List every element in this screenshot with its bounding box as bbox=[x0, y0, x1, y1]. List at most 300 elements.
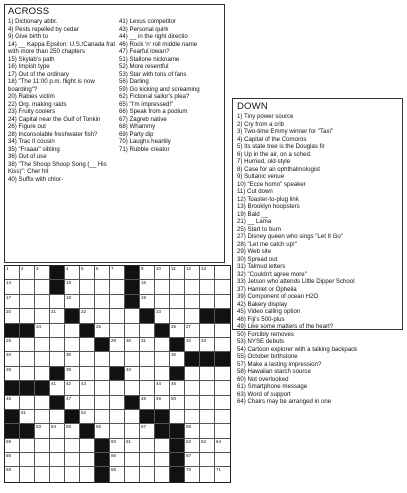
grid-cell[interactable] bbox=[200, 467, 215, 481]
clue-item: 23) Fruity coolers bbox=[8, 108, 56, 115]
grid-cell[interactable] bbox=[155, 352, 170, 366]
black-square bbox=[65, 410, 80, 424]
clue-item: 25) Start to burn bbox=[237, 225, 282, 233]
clue-item: 55) October birthstone bbox=[237, 353, 298, 360]
grid-cell[interactable] bbox=[65, 295, 80, 309]
clue-item: 58) Hawaiian starch source bbox=[237, 368, 311, 375]
grid-cell[interactable] bbox=[5, 467, 20, 481]
clue-item: 53) Star with tons of fans bbox=[119, 70, 187, 78]
grid-cell[interactable] bbox=[65, 396, 80, 410]
black-square bbox=[50, 396, 65, 410]
grid-cell[interactable] bbox=[20, 396, 35, 410]
down-heading: DOWN bbox=[237, 101, 268, 112]
down-clues-panel bbox=[232, 98, 403, 405]
grid-cell[interactable] bbox=[215, 381, 230, 395]
grid-cell[interactable] bbox=[35, 266, 50, 280]
grid-cell[interactable] bbox=[5, 396, 20, 410]
grid-cell[interactable] bbox=[65, 424, 80, 438]
grid-cell[interactable] bbox=[35, 439, 50, 453]
black-square bbox=[5, 381, 20, 395]
clue-number: 47 bbox=[66, 395, 72, 401]
clue-number: 50 bbox=[171, 395, 177, 401]
clue-number: 43 bbox=[81, 381, 87, 387]
grid-cell[interactable] bbox=[185, 410, 200, 424]
grid-cell[interactable] bbox=[50, 338, 65, 352]
grid-cell[interactable] bbox=[35, 324, 50, 338]
across-heading: ACROSS bbox=[8, 6, 50, 17]
clue-item: 41) Lexus competitor bbox=[119, 18, 176, 25]
grid-cell[interactable] bbox=[20, 266, 35, 280]
grid-cell[interactable] bbox=[215, 410, 230, 424]
clue-number: 16 bbox=[141, 280, 147, 286]
grid-cell[interactable] bbox=[215, 467, 230, 481]
black-square bbox=[140, 309, 155, 323]
grid-cell[interactable] bbox=[80, 367, 95, 381]
grid-cell[interactable] bbox=[185, 367, 200, 381]
grid-cell[interactable] bbox=[125, 367, 140, 381]
clue-item: 42) Bakery display bbox=[237, 300, 288, 308]
grid-cell[interactable] bbox=[80, 396, 95, 410]
grid-cell[interactable] bbox=[140, 453, 155, 467]
grid-cell[interactable] bbox=[95, 367, 110, 381]
grid-cell[interactable] bbox=[80, 381, 95, 395]
grid-cell[interactable] bbox=[140, 439, 155, 453]
grid-cell[interactable] bbox=[200, 295, 215, 309]
clue-item: 1) Tiny power source bbox=[237, 113, 294, 120]
grid-cell[interactable] bbox=[20, 410, 35, 424]
clue-item: 4) Capital of the Comoros bbox=[237, 135, 307, 143]
grid-cell[interactable] bbox=[20, 280, 35, 294]
grid-cell[interactable] bbox=[155, 467, 170, 481]
grid-cell[interactable] bbox=[5, 280, 20, 294]
grid-cell[interactable] bbox=[35, 338, 50, 352]
clue-item: 57) Make a lasting impression? bbox=[237, 360, 322, 368]
clue-number: 31 bbox=[141, 337, 147, 343]
grid-cell[interactable] bbox=[185, 280, 200, 294]
grid-cell[interactable] bbox=[140, 295, 155, 309]
black-square bbox=[185, 352, 200, 366]
black-square bbox=[5, 410, 20, 424]
black-square bbox=[215, 309, 230, 323]
grid-cell[interactable] bbox=[65, 381, 80, 395]
clue-number: 52 bbox=[81, 409, 87, 415]
clue-item: 34) Trac II cousin bbox=[8, 138, 55, 145]
grid-cell[interactable] bbox=[185, 467, 200, 481]
clue-number: 49 bbox=[156, 395, 162, 401]
grid-cell[interactable] bbox=[200, 453, 215, 467]
grid-cell[interactable] bbox=[155, 280, 170, 294]
grid-cell[interactable] bbox=[65, 324, 80, 338]
black-square bbox=[170, 338, 185, 352]
clue-number: 26 bbox=[171, 323, 177, 329]
grid-cell[interactable] bbox=[110, 424, 125, 438]
grid-cell[interactable] bbox=[125, 381, 140, 395]
grid-cell[interactable] bbox=[65, 439, 80, 453]
grid-cell[interactable] bbox=[80, 439, 95, 453]
grid-cell[interactable] bbox=[80, 309, 95, 323]
grid-cell[interactable] bbox=[155, 367, 170, 381]
clue-number: 7 bbox=[111, 266, 114, 271]
grid-cell[interactable] bbox=[20, 295, 35, 309]
clue-item: 68) Whammy bbox=[119, 123, 156, 130]
grid-cell[interactable] bbox=[110, 309, 125, 323]
clue-number: 61 bbox=[126, 438, 132, 444]
grid-cell[interactable] bbox=[110, 295, 125, 309]
grid-cell[interactable] bbox=[125, 453, 140, 467]
clue-item: 52) More resentful bbox=[119, 63, 169, 70]
grid-cell[interactable] bbox=[5, 338, 20, 352]
grid-cell[interactable] bbox=[170, 396, 185, 410]
grid-cell[interactable] bbox=[110, 280, 125, 294]
black-square bbox=[170, 453, 185, 467]
grid-cell[interactable] bbox=[140, 424, 155, 438]
clue-item: 60) Not overlooked bbox=[237, 375, 289, 383]
grid-cell[interactable] bbox=[5, 309, 20, 323]
clue-item: 51) Stallone nickname bbox=[119, 55, 180, 63]
grid-cell[interactable] bbox=[20, 439, 35, 453]
grid-cell[interactable] bbox=[50, 439, 65, 453]
grid-cell[interactable] bbox=[35, 424, 50, 438]
grid-cell[interactable] bbox=[110, 381, 125, 395]
black-square bbox=[155, 410, 170, 424]
grid-cell[interactable] bbox=[200, 410, 215, 424]
grid-cell[interactable] bbox=[95, 424, 110, 438]
clue-item: 59) Go kicking and screaming bbox=[119, 85, 200, 93]
grid-cell[interactable] bbox=[95, 352, 110, 366]
clue-item: 26) Figure out bbox=[8, 123, 46, 130]
grid-cell[interactable] bbox=[95, 280, 110, 294]
grid-cell[interactable] bbox=[65, 338, 80, 352]
black-square bbox=[155, 424, 170, 438]
grid-cell[interactable] bbox=[200, 324, 215, 338]
black-square bbox=[65, 309, 80, 323]
clue-item: 20) Rabies victim bbox=[8, 93, 55, 100]
grid-cell[interactable] bbox=[50, 453, 65, 467]
grid-cell[interactable] bbox=[50, 424, 65, 438]
grid-cell[interactable] bbox=[5, 367, 20, 381]
clue-number: 64 bbox=[216, 438, 222, 444]
grid-cell[interactable] bbox=[20, 367, 35, 381]
clue-item: 48) Fiji's 500-plus bbox=[237, 315, 285, 323]
clue-item: 24) Capital near the Gulf of Tonkin bbox=[8, 115, 101, 123]
clue-item: 64) Chairs may be arranged in one bbox=[237, 398, 332, 405]
grid-cell[interactable] bbox=[125, 309, 140, 323]
clue-number: 44 bbox=[156, 381, 162, 387]
clue-number: 62 bbox=[186, 438, 192, 444]
black-square bbox=[200, 309, 215, 323]
across-clues-panel bbox=[4, 4, 225, 263]
grid-cell[interactable] bbox=[110, 338, 125, 352]
clue-item: 31) Talmud letters bbox=[237, 263, 286, 270]
grid-cell[interactable] bbox=[50, 410, 65, 424]
grid-cell[interactable] bbox=[80, 280, 95, 294]
grid-cell[interactable] bbox=[50, 295, 65, 309]
grid-cell[interactable] bbox=[155, 439, 170, 453]
clue-item: 8) Case for an ophthalmologist bbox=[237, 165, 320, 173]
black-square bbox=[125, 396, 140, 410]
grid-cell[interactable] bbox=[200, 280, 215, 294]
grid-cell[interactable] bbox=[155, 396, 170, 410]
clue-item: 43) Personal quirk bbox=[119, 25, 169, 33]
grid-cell[interactable] bbox=[35, 295, 50, 309]
grid-cell[interactable] bbox=[185, 309, 200, 323]
grid-cell[interactable] bbox=[125, 338, 140, 352]
down-clue-list bbox=[237, 113, 400, 406]
black-square bbox=[95, 453, 110, 467]
black-square bbox=[155, 324, 170, 338]
grid-cell[interactable] bbox=[215, 280, 230, 294]
clue-number: 34 bbox=[6, 352, 12, 358]
across-clue-column-1 bbox=[8, 18, 116, 183]
grid-cell[interactable] bbox=[95, 324, 110, 338]
grid-cell[interactable] bbox=[20, 352, 35, 366]
clue-item: 67) Zagreb native bbox=[119, 115, 167, 123]
grid-cell[interactable] bbox=[125, 352, 140, 366]
grid-cell[interactable] bbox=[20, 309, 35, 323]
clue-number: 35 bbox=[66, 352, 72, 358]
grid-cell[interactable] bbox=[140, 467, 155, 481]
grid-cell[interactable] bbox=[170, 309, 185, 323]
grid-cell[interactable] bbox=[215, 396, 230, 410]
grid-cell[interactable] bbox=[50, 324, 65, 338]
grid-cell[interactable] bbox=[80, 266, 95, 280]
grid-cell[interactable] bbox=[35, 467, 50, 481]
black-square bbox=[20, 324, 35, 338]
clue-number: 41 bbox=[51, 381, 57, 387]
clue-number: 66 bbox=[111, 453, 117, 459]
clue-item: 44) __ in the right directio bbox=[119, 33, 188, 40]
grid-cell[interactable] bbox=[80, 338, 95, 352]
black-square bbox=[20, 424, 35, 438]
grid-cell[interactable] bbox=[35, 352, 50, 366]
grid-cell[interactable] bbox=[5, 453, 20, 467]
grid-cell[interactable] bbox=[50, 309, 65, 323]
clue-item: 4) Pests repelled by cedar bbox=[8, 25, 79, 33]
grid-cell[interactable] bbox=[215, 295, 230, 309]
clue-number: 36 bbox=[171, 352, 177, 358]
grid-cell[interactable] bbox=[50, 467, 65, 481]
clue-item: 9) Sultanic venue bbox=[237, 173, 285, 180]
clue-number: 33 bbox=[201, 337, 207, 343]
grid-cell[interactable] bbox=[140, 352, 155, 366]
clue-item: 19) Bald __ bbox=[237, 210, 269, 218]
grid-cell[interactable] bbox=[125, 324, 140, 338]
grid-cell[interactable] bbox=[140, 280, 155, 294]
grid-cell[interactable] bbox=[125, 424, 140, 438]
clue-number: 17 bbox=[6, 294, 12, 300]
grid-cell[interactable] bbox=[95, 410, 110, 424]
grid-cell[interactable] bbox=[215, 453, 230, 467]
grid-cell[interactable] bbox=[5, 439, 20, 453]
grid-cell[interactable] bbox=[35, 453, 50, 467]
grid-cell[interactable] bbox=[110, 266, 125, 280]
grid-cell[interactable] bbox=[95, 266, 110, 280]
grid-cell[interactable] bbox=[185, 439, 200, 453]
grid-cell[interactable] bbox=[155, 309, 170, 323]
grid-cell[interactable] bbox=[65, 467, 80, 481]
grid-cell[interactable] bbox=[65, 453, 80, 467]
grid-cell[interactable] bbox=[80, 352, 95, 366]
grid-cell[interactable] bbox=[35, 410, 50, 424]
grid-cell[interactable] bbox=[215, 338, 230, 352]
grid-cell[interactable] bbox=[110, 396, 125, 410]
clue-item: 36) Out of use bbox=[8, 153, 47, 160]
grid-cell[interactable] bbox=[80, 467, 95, 481]
grid-cell[interactable] bbox=[200, 424, 215, 438]
black-square bbox=[110, 367, 125, 381]
grid-cell[interactable] bbox=[200, 381, 215, 395]
grid-cell[interactable] bbox=[95, 381, 110, 395]
clue-number: 63 bbox=[201, 438, 207, 444]
grid-cell[interactable] bbox=[110, 467, 125, 481]
clue-number: 5 bbox=[81, 266, 84, 271]
clue-number: 13 bbox=[201, 266, 207, 271]
grid-cell[interactable] bbox=[170, 324, 185, 338]
grid-cell[interactable] bbox=[80, 453, 95, 467]
grid-cell[interactable] bbox=[155, 381, 170, 395]
grid-cell[interactable] bbox=[185, 453, 200, 467]
grid-cell[interactable] bbox=[5, 295, 20, 309]
clue-item: 37) Hamlet or Ophelia bbox=[237, 285, 297, 293]
grid-cell[interactable] bbox=[170, 295, 185, 309]
grid-cell[interactable] bbox=[155, 453, 170, 467]
grid-cell[interactable] bbox=[35, 280, 50, 294]
grid-cell[interactable] bbox=[170, 410, 185, 424]
grid-cell[interactable] bbox=[170, 266, 185, 280]
grid-cell[interactable] bbox=[20, 453, 35, 467]
grid-cell[interactable] bbox=[80, 410, 95, 424]
across-clue-column-2 bbox=[119, 18, 223, 153]
clue-number: 29 bbox=[111, 337, 117, 343]
grid-cell[interactable] bbox=[50, 381, 65, 395]
clue-item: 3) Two-time Emmy winner for "Taxi" bbox=[237, 128, 333, 135]
grid-cell[interactable] bbox=[35, 396, 50, 410]
clue-number: 60 bbox=[111, 438, 117, 444]
grid-cell[interactable] bbox=[65, 352, 80, 366]
grid-cell[interactable] bbox=[110, 324, 125, 338]
clue-item: 45) Video calling option bbox=[237, 308, 301, 315]
grid-cell[interactable] bbox=[185, 266, 200, 280]
clue-item: 28) Inconsolable freshwater fish? bbox=[8, 130, 98, 138]
clue-number: 12 bbox=[186, 266, 192, 271]
black-square bbox=[95, 338, 110, 352]
grid-cell[interactable] bbox=[125, 439, 140, 453]
grid-cell[interactable] bbox=[5, 266, 20, 280]
clue-number: 10 bbox=[156, 266, 162, 271]
grid-cell[interactable] bbox=[95, 396, 110, 410]
clue-number: 1 bbox=[6, 266, 9, 271]
grid-cell[interactable] bbox=[50, 352, 65, 366]
grid-cell[interactable] bbox=[20, 338, 35, 352]
grid-cell[interactable] bbox=[215, 367, 230, 381]
clue-number: 39 bbox=[66, 366, 72, 372]
grid-cell[interactable] bbox=[185, 381, 200, 395]
grid-cell[interactable] bbox=[110, 352, 125, 366]
grid-cell[interactable] bbox=[65, 266, 80, 280]
grid-cell[interactable] bbox=[215, 424, 230, 438]
grid-cell[interactable] bbox=[185, 324, 200, 338]
grid-cell[interactable] bbox=[140, 324, 155, 338]
black-square bbox=[80, 424, 95, 438]
clue-item: 71) Rubble creator bbox=[119, 145, 170, 153]
clue-item: 66) Speak from a podium bbox=[119, 108, 188, 115]
grid-cell[interactable] bbox=[215, 266, 230, 280]
clue-number: 21 bbox=[51, 309, 57, 315]
grid-cell[interactable] bbox=[80, 295, 95, 309]
grid-cell[interactable] bbox=[200, 338, 215, 352]
grid-cell[interactable] bbox=[140, 396, 155, 410]
grid-cell[interactable] bbox=[125, 410, 140, 424]
grid-cell[interactable] bbox=[155, 338, 170, 352]
black-square bbox=[170, 439, 185, 453]
grid-cell[interactable] bbox=[170, 280, 185, 294]
grid-cell[interactable] bbox=[95, 295, 110, 309]
grid-cell[interactable] bbox=[140, 266, 155, 280]
grid-cell[interactable] bbox=[200, 439, 215, 453]
clue-item: 30) Spread out bbox=[237, 255, 278, 263]
clue-item: 17) Out of the ordinary bbox=[8, 70, 69, 78]
black-square bbox=[170, 367, 185, 381]
grid-cell[interactable] bbox=[5, 352, 20, 366]
grid-cell[interactable] bbox=[215, 324, 230, 338]
grid-cell[interactable] bbox=[125, 467, 140, 481]
clue-number: 40 bbox=[126, 366, 132, 372]
clue-item: 11) Cut down bbox=[237, 188, 273, 195]
grid-cell[interactable] bbox=[155, 295, 170, 309]
clue-item: 2) Cry from a crib bbox=[237, 120, 285, 128]
grid-cell[interactable] bbox=[65, 280, 80, 294]
clue-number: 22 bbox=[81, 309, 87, 315]
grid-cell[interactable] bbox=[110, 410, 125, 424]
clue-number: 11 bbox=[171, 266, 176, 271]
clue-item: 18) "The 11:00 p.m. flight is now boarding"? bbox=[8, 78, 95, 93]
grid-cell[interactable] bbox=[110, 439, 125, 453]
grid-cell[interactable] bbox=[140, 381, 155, 395]
grid-cell[interactable] bbox=[35, 309, 50, 323]
grid-cell[interactable] bbox=[200, 266, 215, 280]
clue-number: 4 bbox=[66, 266, 69, 271]
grid-cell[interactable] bbox=[215, 439, 230, 453]
grid-cell[interactable] bbox=[140, 367, 155, 381]
clue-item: 27) Disney queen who sings "Let It Go" bbox=[237, 233, 343, 240]
clue-item: 32) "Couldn't agree more" bbox=[237, 270, 307, 278]
clue-number: 20 bbox=[6, 309, 12, 315]
grid-cell[interactable] bbox=[110, 453, 125, 467]
clue-number: 27 bbox=[186, 323, 192, 329]
grid-cell[interactable] bbox=[185, 396, 200, 410]
grid-cell[interactable] bbox=[95, 309, 110, 323]
grid-cell[interactable] bbox=[200, 367, 215, 381]
grid-cell[interactable] bbox=[185, 424, 200, 438]
grid-cell[interactable] bbox=[170, 381, 185, 395]
grid-cell[interactable] bbox=[65, 367, 80, 381]
grid-cell[interactable] bbox=[140, 338, 155, 352]
grid-cell[interactable] bbox=[170, 352, 185, 366]
grid-cell[interactable] bbox=[155, 266, 170, 280]
clue-number: 14 bbox=[6, 280, 12, 286]
black-square bbox=[95, 439, 110, 453]
grid-cell[interactable] bbox=[35, 367, 50, 381]
grid-cell[interactable] bbox=[200, 396, 215, 410]
grid-cell[interactable] bbox=[185, 295, 200, 309]
grid-cell[interactable] bbox=[185, 338, 200, 352]
clue-number: 67 bbox=[186, 453, 192, 459]
clue-item: 6) Up in the air, on a sched. bbox=[237, 150, 312, 158]
grid-cell[interactable] bbox=[20, 467, 35, 481]
clue-item: 46) Rock 'n' roll middle name bbox=[119, 40, 198, 48]
clue-item: 28) "Let me catch up!" bbox=[237, 240, 297, 248]
clue-item: 65) "I'm impressed!" bbox=[119, 100, 174, 108]
